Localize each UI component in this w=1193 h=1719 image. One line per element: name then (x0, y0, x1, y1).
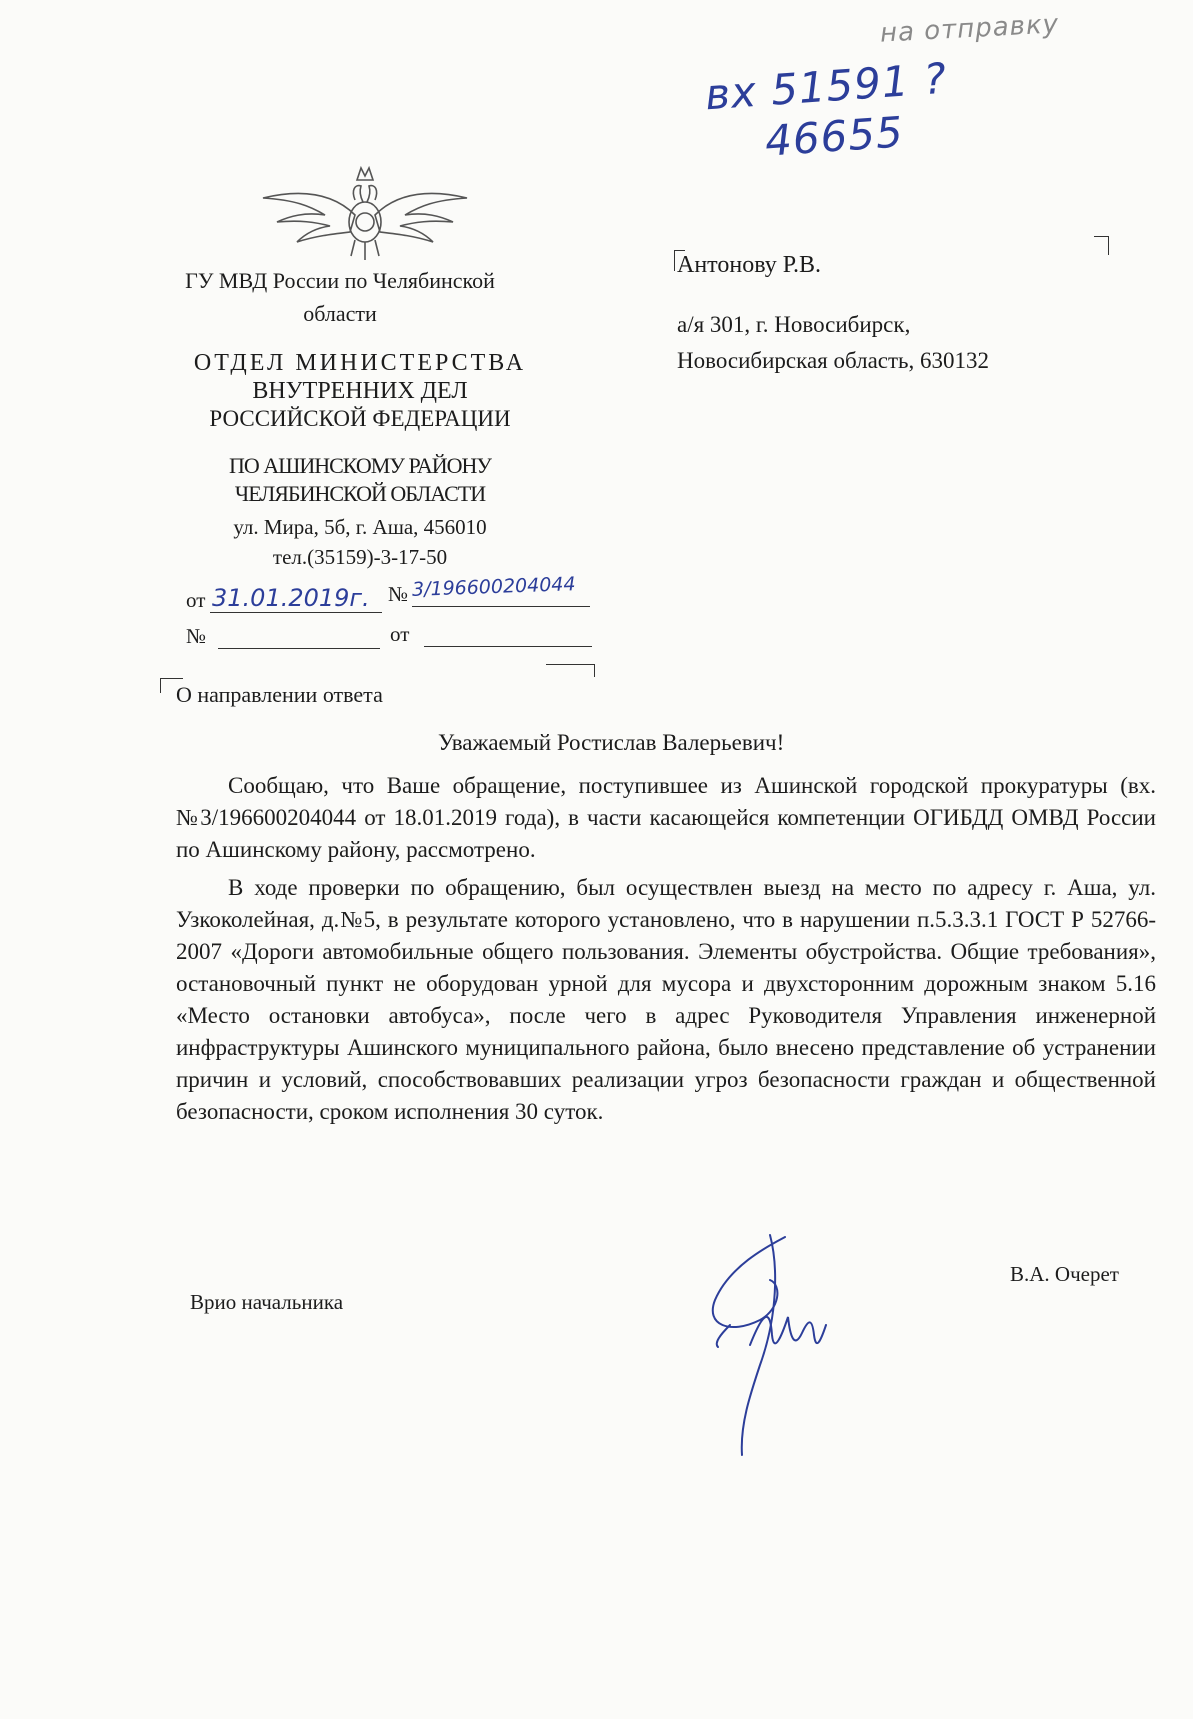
signatory-name: В.А. Очерет (1010, 1262, 1119, 1286)
letterhead-dept-line4-wrap (150, 452, 570, 508)
handwritten-registration-number-2: 46655 (763, 107, 906, 166)
reg-date-handwritten: 31.01.2019г. (212, 584, 370, 612)
letterhead-dept-lines (150, 405, 570, 432)
body-paragraph-1: Сообщаю, что Ваше обращение, поступившее из Ашинской городской прокуратуры (вх. №3/196600204044 от 18.01.2019 года), в части касающейся компетенции ОГИБДД ОМВД России по Ашинскому району, рассмотрено. (176, 773, 1156, 862)
letterhead-address: ул. Мира, 5б, г. Аша, 456010 (233, 515, 487, 539)
subject-line: О направлении ответа (176, 682, 383, 707)
signatory-position: Врио начальника (190, 1290, 344, 1314)
eagle-emblem-icon (255, 160, 475, 265)
reg-to-number-label: № (186, 624, 207, 648)
subject-corner-right (546, 664, 595, 677)
reg-number-underline (412, 606, 590, 607)
letterhead-parent-line1: ГУ МВД России по Челябинской (185, 268, 495, 293)
letterhead-dept-line4: ПО АШИНСКОМУ РАЙОНУ (228, 453, 491, 478)
recipient-corner-right (1094, 236, 1109, 255)
reg-date-underline (210, 612, 382, 613)
reg-to-number-underline (218, 648, 380, 649)
handwritten-note-top-right: на отправку (879, 9, 1060, 49)
reg-from-label: от (186, 588, 206, 612)
letterhead-parent-org (150, 264, 530, 330)
letterhead-parent-line2: области (303, 301, 377, 326)
reg-number-handwritten: 3/196600204044 (411, 573, 576, 601)
letterhead-dept-line3: РОССИЙСКОЙ ФЕДЕРАЦИИ (209, 406, 511, 431)
recipient-name: Антонову Р.В. (677, 252, 822, 278)
letterhead-dept-line1: ОТДЕЛ МИНИСТЕРСТВА (193, 350, 527, 376)
letterhead-dept-line2: ВНУТРЕННИХ ДЕЛ (252, 378, 468, 404)
handwritten-registration-number: вх 51591 ? (703, 53, 949, 120)
letterhead-contacts (150, 512, 570, 572)
letter-body (176, 770, 1156, 1128)
handwritten-signature (690, 1225, 880, 1465)
greeting: Уважаемый Ростислав Валерьевич! (438, 730, 785, 755)
letterhead-dept-line5: ЧЕЛЯБИНСКОЙ ОБЛАСТИ (234, 481, 486, 506)
recipient-address-line1: а/я 301, г. Новосибирск, (677, 312, 911, 337)
reg-to-from-underline (424, 646, 592, 647)
body-paragraph-2: В ходе проверки по обращению, был осуществлен выезд на место по адресу г. Аша, ул. Узкоколейная, д.№5, в результате которого установлено, что в нарушении п.5.3.3.1 ГОСТ Р 52766-2007 «Дороги автомобильные общего пользования. Элементы обустройства. Общие требования», остановочный пункт не оборудован урной для мусора и двухсторонним дорожным знаком 5.16 «Место остановки автобуса», после чего в адрес Руководителя Управления инженерной инфраструктуры Ашинского муниципального района, было внесено представление об устранении причин и условий, способствовавших реализации угроз безопасности граждан и общественной безопасности, сроком исполнения 30 суток. (176, 875, 1156, 1124)
letterhead-phone: тел.(35159)-3-17-50 (272, 545, 448, 569)
recipient-address-line2: Новосибирская область, 630132 (677, 348, 990, 373)
reg-number-label: № (388, 582, 409, 606)
reg-to-from-label: от (390, 622, 410, 646)
